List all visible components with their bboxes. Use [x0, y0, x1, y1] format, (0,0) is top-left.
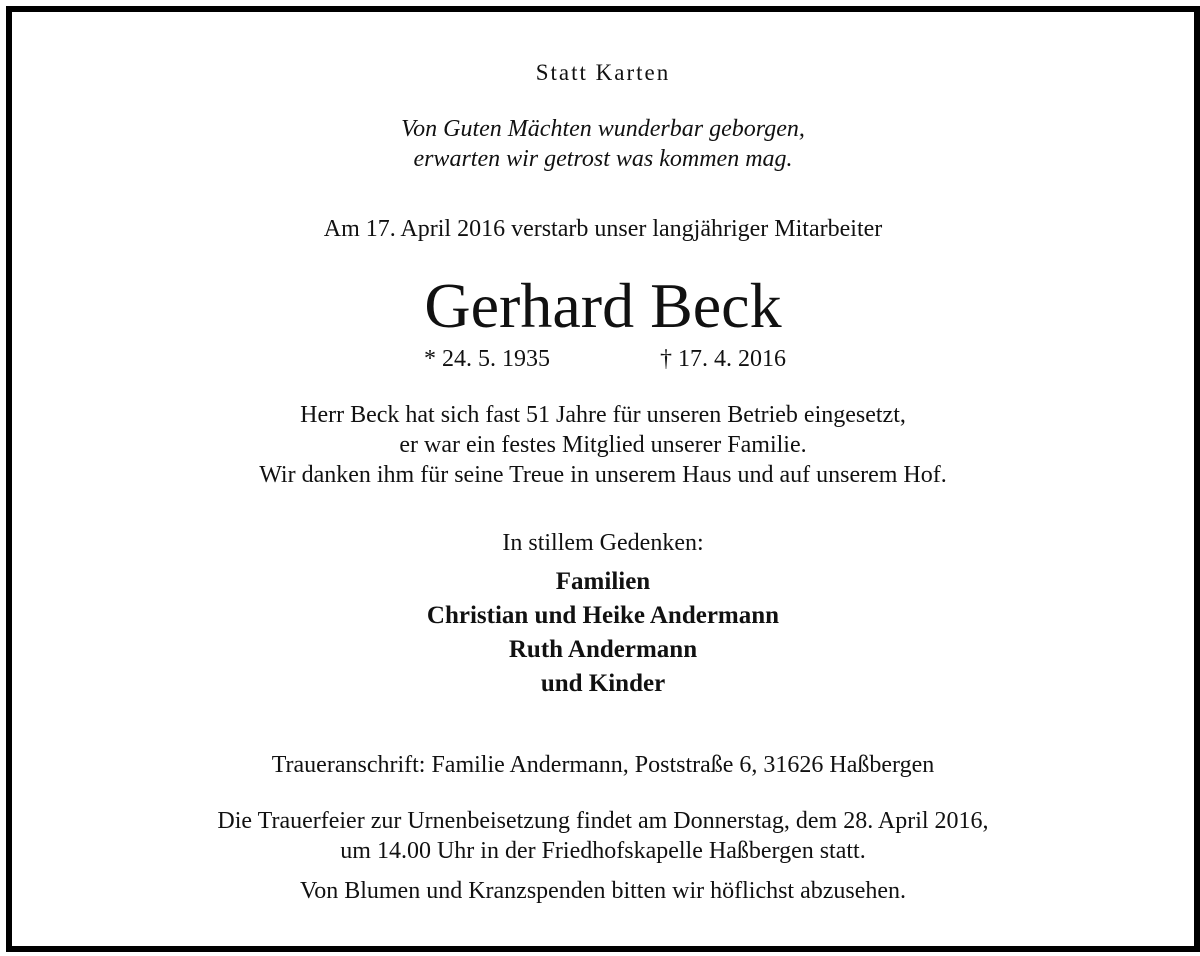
- death-announcement: Am 17. April 2016 verstarb unser langjähriger Mitarbeiter: [323, 216, 883, 242]
- motto-line-2: erwarten wir getrost was kommen mag.: [413, 146, 793, 172]
- motto-line-1: Von Guten Mächten wunderbar geborgen,: [401, 116, 805, 142]
- tribute-line-2: er war ein festes Mitglied unserer Familie.: [399, 432, 807, 458]
- service-line-1: Die Trauerfeier zur Urnenbeisetzung findet am Donnerstag, dem 28. April 2016,: [217, 808, 989, 834]
- mourner-line-1: Familien: [555, 568, 651, 595]
- notice-header: Statt Karten: [535, 60, 671, 85]
- flowers-note: Von Blumen und Kranzspenden bitten wir höflichst abzusehen.: [299, 878, 907, 904]
- birth-date: * 24. 5. 1935: [424, 346, 550, 372]
- memory-label: In stillem Gedenken:: [502, 530, 704, 556]
- obituary-notice: [6, 6, 1200, 952]
- tribute-line-3: Wir danken ihm für seine Treue in unserem Haus und auf unserem Hof.: [259, 462, 947, 488]
- death-date: † 17. 4. 2016: [660, 346, 786, 372]
- mourner-line-3: Ruth Andermann: [508, 636, 698, 663]
- tribute-line-1: Herr Beck hat sich fast 51 Jahre für unseren Betrieb eingesetzt,: [300, 402, 906, 428]
- mourning-address: Traueranschrift: Familie Andermann, Poststraße 6, 31626 Haßbergen: [271, 752, 935, 778]
- mourner-line-2: Christian und Heike Andermann: [426, 602, 780, 629]
- mourner-line-4: und Kinder: [540, 670, 666, 697]
- deceased-name: Gerhard Beck: [424, 270, 782, 341]
- service-line-2: um 14.00 Uhr in der Friedhofskapelle Haßbergen statt.: [340, 838, 866, 864]
